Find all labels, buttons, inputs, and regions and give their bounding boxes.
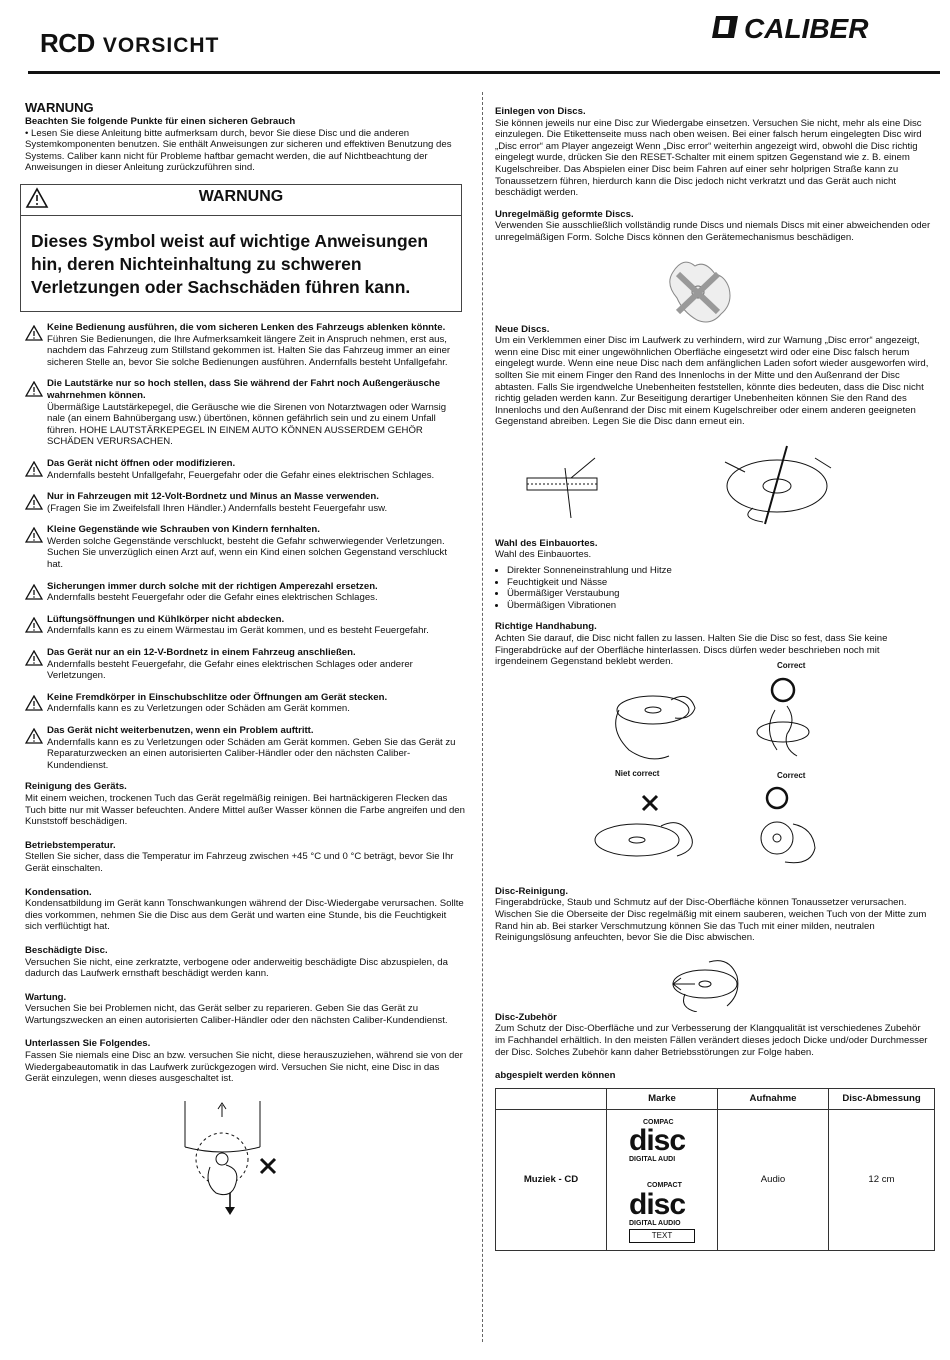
warning-list — [47, 322, 465, 771]
info-section — [25, 945, 465, 980]
warning-item-title: Sicherungen immer durch solche mit der richtigen Amperezahl ersetzen. — [47, 580, 378, 592]
right-column — [495, 106, 933, 1251]
warning-box-title: WARNUNG — [198, 187, 284, 205]
warning-item-title: Das Gerät nicht weiterbenutzen, wenn ein Problem auftritt. — [47, 725, 314, 736]
irregular-title: Unregelmäßig geformte Discs. — [495, 208, 634, 220]
cleaning-graphic — [495, 954, 933, 1012]
warning-item — [25, 581, 465, 604]
warning-item-text: Werden solche Gegenstände verschluckt, besteht die Gefahr schwerwiegender Verletzungen. Suchen Sie unverzüglich einen Arzt auf, wenn ein Kind einen solchen Gegenstand verschluckt hat. — [47, 535, 447, 571]
warning-item-text: (Fragen Sie im Zweifelsfall Ihren Händler.) Andernfalls besteht Feuergefahr usw. — [47, 502, 388, 514]
info-section-text: Kondensatbildung im Gerät kann Tonschwankungen während der Disc-Wiedergabe verursachen. Sollte dies vorkommen, nehmen Sie die Disc aus dem Gerät und warten eine Stunde, bis die Feuchtigkeit sich verflüchtigt hat. — [25, 898, 464, 933]
info-section-title: Betriebstemperatur. — [25, 839, 116, 851]
warning-item — [25, 524, 465, 570]
accessories-text: Zum Schutz der Disc-Oberfläche und zur Verbesserung der Klangqualität ist verschiedenes Zubehör im Fachhandel erhältlich. In den meisten Fällen verändert dieses jedoch Dicke und/oder Durchmesser der Disc. Solches Zubehör kann daher Betriebsstörungen zur Folge haben. — [495, 1023, 928, 1058]
warning-triangle-icon — [25, 728, 43, 744]
table-cell-type: Muziek - CD — [496, 1109, 607, 1250]
warning-item-title: Das Gerät nicht öffnen oder modifizieren. — [47, 457, 236, 469]
compact-disc-text-logo: COMPACT disc DIGITAL AUDIO TEXT — [629, 1180, 695, 1243]
info-section-text: Versuchen Sie bei Problemen nicht, das Gerät selber zu reparieren. Geben Sie das Gerät zu Wartungszwecken an einen autorisierten Caliber-Händler oder den nächsten Caliber-Kundendienst. — [25, 1003, 448, 1026]
intro-text: • Lesen Sie diese Anleitung bitte aufmerksam durch, bevor Sie diese Disc und die anderen Systemkomponenten benutzen. Sie enthält Anweisungen zur sicheren und effektiven Benutzung des Systems. Caliber kann nicht für Probleme haftbar gemacht werden, die auf Nichtbeachtung der Anweisungen in dieser Anleitung zurückzuführen sind. — [25, 127, 452, 174]
handling-text: Achten Sie darauf, die Disc nicht fallen zu lassen. Halten Sie die Disc so fest, dass Sie keine Fingerabdrücke auf der Oberfläche hinterlassen. Discs dürfen weder beschrieben noch mit irgendeinem Gegenstand beklebt werden. — [495, 633, 888, 668]
list-item: • Feuchtigkeit und Nässe — [507, 577, 933, 589]
cleaning-illustration — [495, 954, 933, 1012]
info-section-text: Versuchen Sie nicht, eine zerkratzte, verbogene oder anderweitig beschädigte Disc abzuspielen, da dadurch das Laufwerk ernsthaft beschädigt werden kann. — [25, 956, 448, 980]
irregular-disc-graphic — [495, 254, 933, 324]
location-list — [495, 565, 933, 611]
warning-item-text: Andernfalls kann es zu einem Wärmestau im Gerät kommen, und es besteht Feuergefahr. — [47, 625, 429, 637]
disc-format-table — [495, 1088, 935, 1251]
handling-title: Richtige Handhabung. — [495, 621, 597, 633]
list-item: • Übermäßiger Verstaubung — [507, 588, 933, 600]
info-section — [25, 1038, 465, 1084]
warning-item-text: Übermäßige Lautstärkepegel, die Geräusche wie die Sirenen von Notarztwagen oder Warnsig nale (an einem Bahnübergang usw.) übertönen, können gefährlich sein und zu einem Unfall führen. HOHE LAUTSTÄRKEPEGEL IN EINEM AUTO KÖNNEN AUSSERDEM GEHÖR SCHÄDEN VERURSACHEN. — [47, 401, 447, 448]
info-section — [25, 781, 465, 827]
warning-item-title: Kleine Gegenstände wie Schrauben von Kindern fernhalten. — [47, 524, 320, 536]
table-cell-recording: Audio — [718, 1109, 829, 1250]
warning-triangle-icon — [25, 381, 43, 397]
warning-triangle-icon — [25, 461, 43, 477]
page-header — [40, 28, 219, 59]
correct-circle-icon — [772, 679, 794, 701]
irregular-disc-illustration — [495, 254, 933, 324]
warning-box — [20, 184, 462, 312]
disc-eject-illustration — [25, 1097, 465, 1217]
table-header — [496, 1088, 607, 1109]
table-caption: abgespielt werden können — [495, 1070, 616, 1082]
accessories-title: Disc-Zubehör — [495, 1011, 557, 1023]
table-header: Aufnahme — [718, 1088, 829, 1109]
new-discs-text: Um ein Verklemmen einer Disc im Laufwerk zu verhindern, wird zur Warnung „Disc error“ angezeigt, wenn eine Disc mit einer ungewöhnlichen Oberfläche eingesetzt wird oder eine Disc falsch herum eingelegt wurde. Wenn eine neue Disc nach dem anfänglichen Laden sofort wieder ausgeworfen wird, sollten Sie mit einem Finger den Rand des Innenlochs in der Mitte und den Außenrand der Disc abtasten. Falls Sie irgendwelche Unebenheiten feststellen, könnte dies bedeuten, dass die Disc nicht richtig geladen werden kann. Zur Beseitigung derartiger Unebenheiten können Sie den Rand des Innenlochs und den Außenrand der Disc mit einem Kugelschreiber oder einem anderen geeigneten Gegenstand abreiben. Legen Sie die Disc dann erneut ein. — [495, 335, 929, 428]
info-section-list — [25, 781, 465, 1084]
warning-box-text: Dieses Symbol weist auf wichtige Anweisungen hin, deren Nichteinhaltung zu schweren Verletzungen oder Sachschäden führen kann. — [31, 230, 429, 297]
handling-graphic — [495, 670, 933, 886]
cleaning-title: Disc-Reinigung. — [495, 885, 569, 897]
warning-item — [25, 491, 465, 514]
intro-title: Beachten Sie folgende Punkte für einen sicheren Gebrauch — [25, 116, 296, 127]
warning-item — [25, 647, 465, 682]
info-section-title: Wartung. — [25, 991, 67, 1003]
info-section-title: Reinigung des Geräts. — [25, 781, 127, 793]
brand-text: CALIBER — [744, 13, 869, 44]
list-item: • Übermäßigen Vibrationen — [507, 600, 933, 612]
incorrect-x-icon — [643, 796, 657, 810]
warning-item — [25, 322, 465, 368]
warning-item-text: Andernfalls besteht Feuergefahr, die Gefahr eines elektrischen Schlages oder anderer Verletzungen. — [47, 658, 413, 682]
warning-item-text: Führen Sie Bedienungen, die Ihre Aufmerksamkeit längere Zeit in Anspruch nehmen, erst aus, nachdem das Fahrzeug zum Stillstand gekommen ist. Halten Sie das Fahrzeug immer an einer sicheren Stelle an, bevor Sie solche Bedienungen ausführen. Andernfalls besteht Unfallgefahr. — [47, 333, 451, 368]
disc-slot-graphic — [25, 1097, 465, 1217]
warning-item — [25, 692, 465, 715]
compact-disc-logo: COMPAC disc DIGITAL AUDI — [629, 1118, 686, 1164]
info-section — [25, 840, 465, 875]
warning-item-text: Andernfalls besteht Feuergefahr oder die Gefahr eines elektrischen Schlages. — [47, 592, 378, 604]
warning-item-title: Nur in Fahrzeugen mit 12-Volt-Bordnetz und Minus an Masse verwenden. — [47, 491, 379, 503]
correct-label-2: Correct — [777, 770, 806, 780]
warning-item-text: Andernfalls kann es zu Verletzungen oder Schäden am Gerät kommen. — [47, 703, 350, 715]
insert-title: Einlegen von Discs. — [495, 106, 586, 117]
warning-triangle-icon — [25, 617, 43, 633]
warning-item-title: Keine Bedienung ausführen, die vom sicheren Lenken des Fahrzeugs ablenken könnte. — [47, 321, 446, 333]
location-text: Wahl des Einbauortes. — [495, 549, 592, 561]
table-cell-logos — [607, 1109, 718, 1250]
irregular-text: Verwenden Sie ausschließlich vollständig runde Discs und niemals Discs mit einer abweichenden oder unregelmäßigen Form. Solche Discs können den Gerätemechanismus beschädigen. — [495, 220, 931, 243]
info-section-title: Kondensation. — [25, 886, 92, 898]
disc-edge-illustration — [495, 438, 933, 538]
warning-item — [25, 458, 465, 481]
table-header: Marke — [607, 1088, 718, 1109]
header-rule — [28, 71, 940, 74]
info-section-title: Unterlassen Sie Folgendes. — [25, 1038, 151, 1050]
x-mark-icon — [261, 1159, 275, 1173]
warning-triangle-icon — [25, 650, 43, 666]
page-title: VORSICHT — [102, 34, 220, 57]
correct-circle-icon-2 — [767, 788, 787, 808]
warning-item-title: Lüftungsöffnungen und Kühlkörper nicht abdecken. — [47, 613, 285, 625]
warning-heading: WARNUNG — [25, 100, 94, 115]
warning-item-title: Die Lautstärke nur so hoch stellen, dass Sie während der Fahrt noch Außengeräusche wahrnehmen können. — [47, 378, 441, 401]
disc-edge-graphic — [495, 438, 933, 538]
model-label: RCD — [40, 28, 95, 58]
caliber-logo — [708, 10, 920, 44]
warning-item-title: Das Gerät nur an ein 12-V-Bordnetz in einem Fahrzeug anschließen. — [47, 647, 356, 659]
incorrect-label: Niet correct — [615, 768, 660, 778]
warning-item — [25, 614, 465, 637]
warning-triangle-icon — [25, 527, 43, 543]
info-section-text: Fassen Sie niemals eine Disc an bzw. versuchen Sie nicht, diese herauszuziehen, während sie von der Wiedergabeautomatik in das Laufwerk zurückgezogen wird. Versuchen Sie nicht, eine Disc in das Gerät einzulegen, wenn dieses ausgeschaltet ist. — [25, 1050, 463, 1085]
warning-triangle-icon — [25, 494, 43, 510]
table-cell-size: 12 cm — [829, 1109, 935, 1250]
left-column — [25, 100, 465, 1217]
warning-item-text: Andernfalls kann es zu Verletzungen oder Schäden am Gerät kommen. Geben Sie das Gerät zu Reparaturzwecken an einen autorisierten Caliber-Händler oder den nächsten Caliber-Kundendienst. — [47, 736, 456, 771]
new-discs-title: Neue Discs. — [495, 323, 550, 335]
info-section-text: Mit einem weichen, trockenen Tuch das Gerät regelmäßig reinigen. Bei hartnäckigeren Flecken das Tuch bitte nur mit Wasser befeuchten. Andere Mittel außer Wasser können die Farbe angreifen und den Kunststoff beschädigen. — [25, 792, 465, 828]
info-section-title: Beschädigte Disc. — [25, 944, 108, 956]
warning-item-text: Andernfalls besteht Unfallgefahr, Feuergefahr oder die Gefahr eines elektrischen Schlages. — [47, 469, 435, 481]
cleaning-text: Fingerabdrücke, Staub und Schmutz auf der Disc-Oberfläche können Tonaussetzer verursachen. Wischen Sie die Oberseite der Disc regelmäßig mit einem sauberen, weichen Tuch von der Mitte zum Rand hin ab. Bei starker Verschmutzung können Sie das Tuch mit einer milden, neutralen Reinigungslösung anfeuchten, bevor Sie die Disc abwischen. — [495, 897, 927, 944]
warning-triangle-icon — [25, 584, 43, 600]
insert-text: Sie können jeweils nur eine Disc zur Wiedergabe einsetzen. Versuchen Sie nicht, mehr als eine Disc einzulegen. Die Etikettenseite muss nach oben weisen. Bei einer falsch herum eingelegten Disc wird „Disc error“ am Player angezeigt Wenn „Disc error“ weiterhin angezeigt wird, obwohl die Disc richtig eingelegt wurde, drücken Sie den RESET-Schalter mit einem spitzen Gegenstand wie z. B. einem Kugelschreiber. Das Abspielen einer Disc beim Fahren auf einer sehr holprigen Straße kann zu Tonaussetzern führen, hierdurch kann die Disc jedoch nicht verkratzt und das Gerät auch nicht beschädigt werden. — [495, 117, 922, 199]
info-section-text: Stellen Sie sicher, dass die Temperatur im Fahrzeug zwischen +45 °C und 0 °C beträgt, bevor Sie Ihr Gerät einschalten. — [25, 851, 454, 874]
warning-triangle-icon — [25, 695, 43, 711]
column-divider — [482, 92, 483, 1342]
correct-label: Correct — [777, 660, 806, 670]
warning-item — [25, 378, 465, 448]
list-item: • Direkter Sonneneinstrahlung und Hitze — [507, 565, 933, 577]
table-header: Disc-Abmessung — [829, 1088, 935, 1109]
handling-illustration — [495, 660, 933, 886]
warning-item — [25, 725, 465, 771]
warning-triangle-icon — [25, 325, 43, 341]
warning-item-title: Keine Fremdkörper in Einschubschlitze oder Öffnungen am Gerät stecken. — [47, 691, 388, 703]
location-title: Wahl des Einbauortes. — [495, 537, 598, 549]
table-row — [496, 1109, 935, 1250]
info-section — [25, 992, 465, 1027]
info-section — [25, 887, 465, 933]
